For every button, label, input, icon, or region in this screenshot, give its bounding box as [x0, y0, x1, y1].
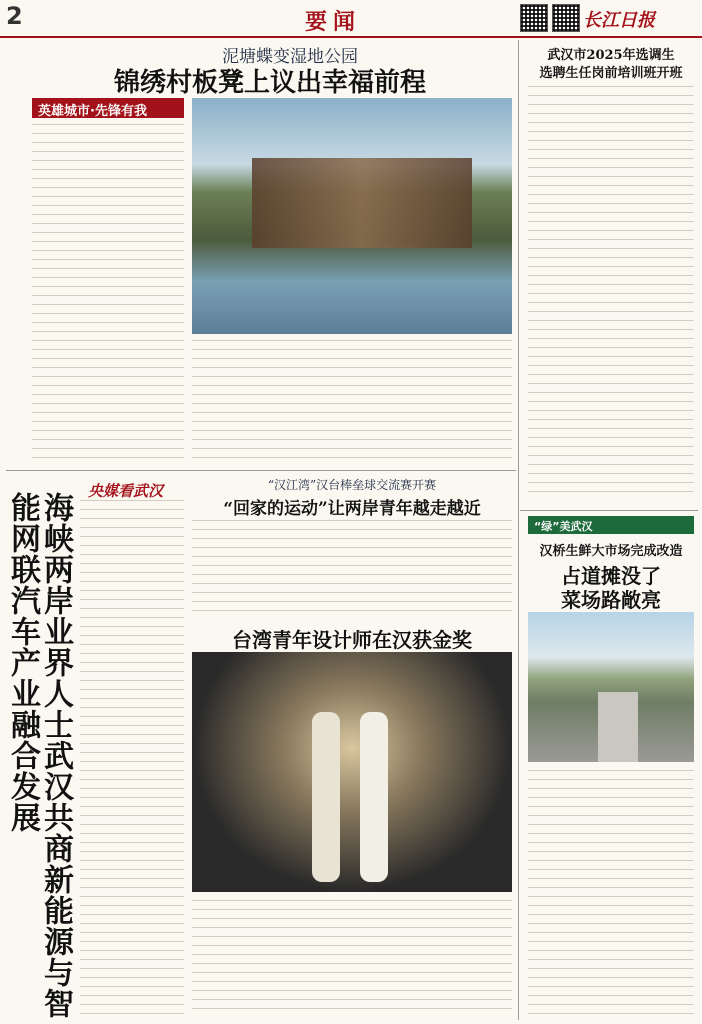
story-body — [528, 86, 694, 498]
page-header — [0, 0, 702, 38]
story-headline: 选聘生任岗前培训班开班 — [539, 66, 683, 81]
column-divider — [518, 40, 519, 1020]
story-body — [80, 500, 184, 1016]
story-headline: 汉桥生鲜大市场完成改造 — [539, 544, 683, 559]
section-divider — [520, 510, 698, 511]
story-body — [192, 340, 512, 464]
column-banner: 英雄城市·先锋有我 — [32, 98, 184, 118]
story-headline: 武汉市2025年选调生 — [547, 48, 675, 63]
qr-code-icon — [552, 4, 580, 32]
section-label: “绿”美武汉 — [528, 516, 694, 534]
section-title: 要闻 — [305, 9, 362, 35]
qr-code-icon — [520, 4, 548, 32]
fashion-runway-photo — [192, 652, 512, 892]
market-street-photo — [528, 612, 694, 762]
story-body — [192, 900, 512, 1016]
page-number: 2 — [6, 2, 23, 30]
story-kicker: “汉江湾”汉台棒垒球交流赛开赛 — [267, 478, 437, 492]
masthead-logo: 长江日报 — [583, 10, 655, 31]
story-headline: 锦绣村板凳上议出幸福前程 — [113, 68, 426, 98]
column-stamp: 央媒看武汉 — [88, 482, 164, 500]
story-headline: “回家的运动”让两岸青年越走越近 — [223, 499, 481, 519]
section-divider — [6, 470, 516, 471]
village-photo — [192, 98, 512, 334]
story-body — [32, 124, 184, 464]
story-headline: 台湾青年设计师在汉获金奖 — [232, 628, 472, 652]
story-body — [528, 770, 694, 1016]
story-headline: 占道摊没了 — [561, 564, 661, 588]
story-headline: 菜场路敞亮 — [561, 588, 661, 612]
story-kicker: 泥塘蝶变湿地公园 — [222, 47, 358, 67]
story-body — [192, 520, 512, 616]
vertical-headline: 海峡两岸业界人士武汉共商新能源与智能网联汽车产业融合发展 — [5, 492, 73, 1019]
